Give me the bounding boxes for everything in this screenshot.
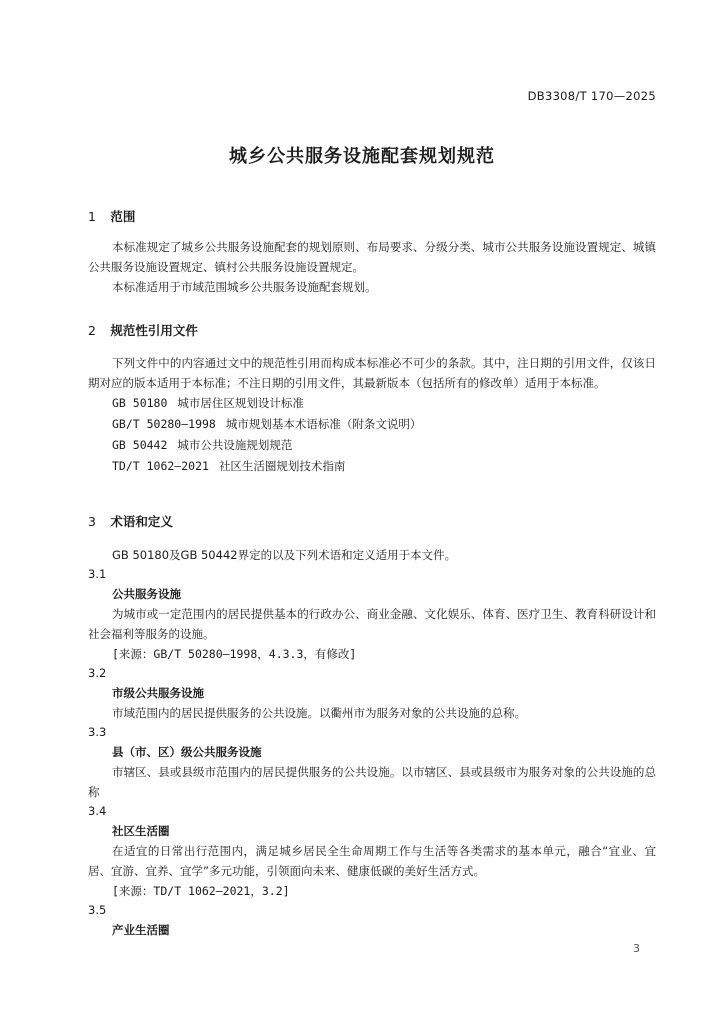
- section-1-title: 范围: [110, 209, 136, 224]
- term-definition: 为城市或一定范围内的居民提供基本的行政办公、商业金融、文化娱乐、体育、医疗卫生、教育科研设计和社会福利等服务的设施。: [88, 607, 656, 641]
- section-1-body: [88, 237, 656, 297]
- page-number: 3: [633, 942, 640, 955]
- section-2-heading: 2 规范性引用文件: [88, 323, 198, 338]
- section-1-para-1: 本标准规定了城乡公共服务设施配套的规划原则、布局要求、分级分类、城市公共服务设施设置规定、城镇公共服务设施设置规定、镇村公共服务设施设置规定。: [88, 240, 656, 274]
- section-3-intro: GB 50180及GB 50442界定的以及下列术语和定义适用于本文件。: [112, 548, 457, 562]
- term-name: 市级公共服务设施: [112, 686, 204, 700]
- section-2-intro: 下列文件中的内容通过文中的规范性引用而构成本标准必不可少的条款。其中，注日期的引用文件，仅该日期对应的版本适用于本标准；不注日期的引用文件，其最新版本（包括所有的修改单）适用于本标准。: [88, 356, 656, 390]
- term-name: 产业生活圈: [112, 923, 170, 937]
- reference-item: TD/T 1062—2021 社区生活圈规划技术指南: [112, 459, 346, 473]
- section-1-heading: 1 范围: [88, 209, 136, 224]
- term-name: 县（市、区）级公共服务设施: [112, 745, 262, 759]
- term-number: 3.4: [88, 804, 107, 818]
- term-definition: 市域范围内的居民提供服务的公共设施。以衢州市为服务对象的公共设施的总称。: [112, 706, 526, 720]
- reference-item: GB 50442 城市公共设施规划规范: [112, 438, 293, 452]
- section-1-para-2: 本标准适用于市域范围城乡公共服务设施配套规划。: [112, 280, 377, 294]
- term-number: 3.1: [88, 567, 107, 581]
- section-3-title: 术语和定义: [110, 514, 173, 529]
- section-2-body: [88, 353, 656, 477]
- term-name: 社区生活圈: [112, 824, 170, 838]
- reference-item: GB 50180 城市居住区规划设计标准: [112, 396, 304, 410]
- term-source: [来源：GB/T 50280—1998，4.3.3，有修改]: [112, 647, 357, 661]
- term-definition: 市辖区、县或县级市范围内的居民提供服务的公共设施。以市辖区、县或县级市为服务对象的公共设施的总称: [88, 765, 656, 799]
- term-source: [来源：TD/T 1062—2021，3.2]: [112, 884, 290, 898]
- term-number: 3.3: [88, 725, 107, 739]
- section-3-body: [88, 545, 656, 940]
- standard-code: DB3308/T 170—2025: [527, 89, 656, 103]
- section-2-title: 规范性引用文件: [110, 323, 198, 338]
- term-definition: 在适宜的日常出行范围内，满足城乡居民全生命周期工作与生活等各类需求的基本单元，融合“宜业、宜居、宜游、宜养、宜学”多元功能，引领面向未来、健康低碳的美好生活方式。: [88, 844, 656, 878]
- section-3-heading: 3 术语和定义: [88, 514, 173, 529]
- term-name: 公共服务设施: [112, 587, 181, 601]
- term-number: 3.2: [88, 666, 107, 680]
- reference-item: GB/T 50280—1998 城市规划基本术语标准（附条文说明）: [112, 417, 422, 431]
- term-number: 3.5: [88, 903, 107, 917]
- document-title: 城乡公共服务设施配套规划规范: [229, 146, 495, 167]
